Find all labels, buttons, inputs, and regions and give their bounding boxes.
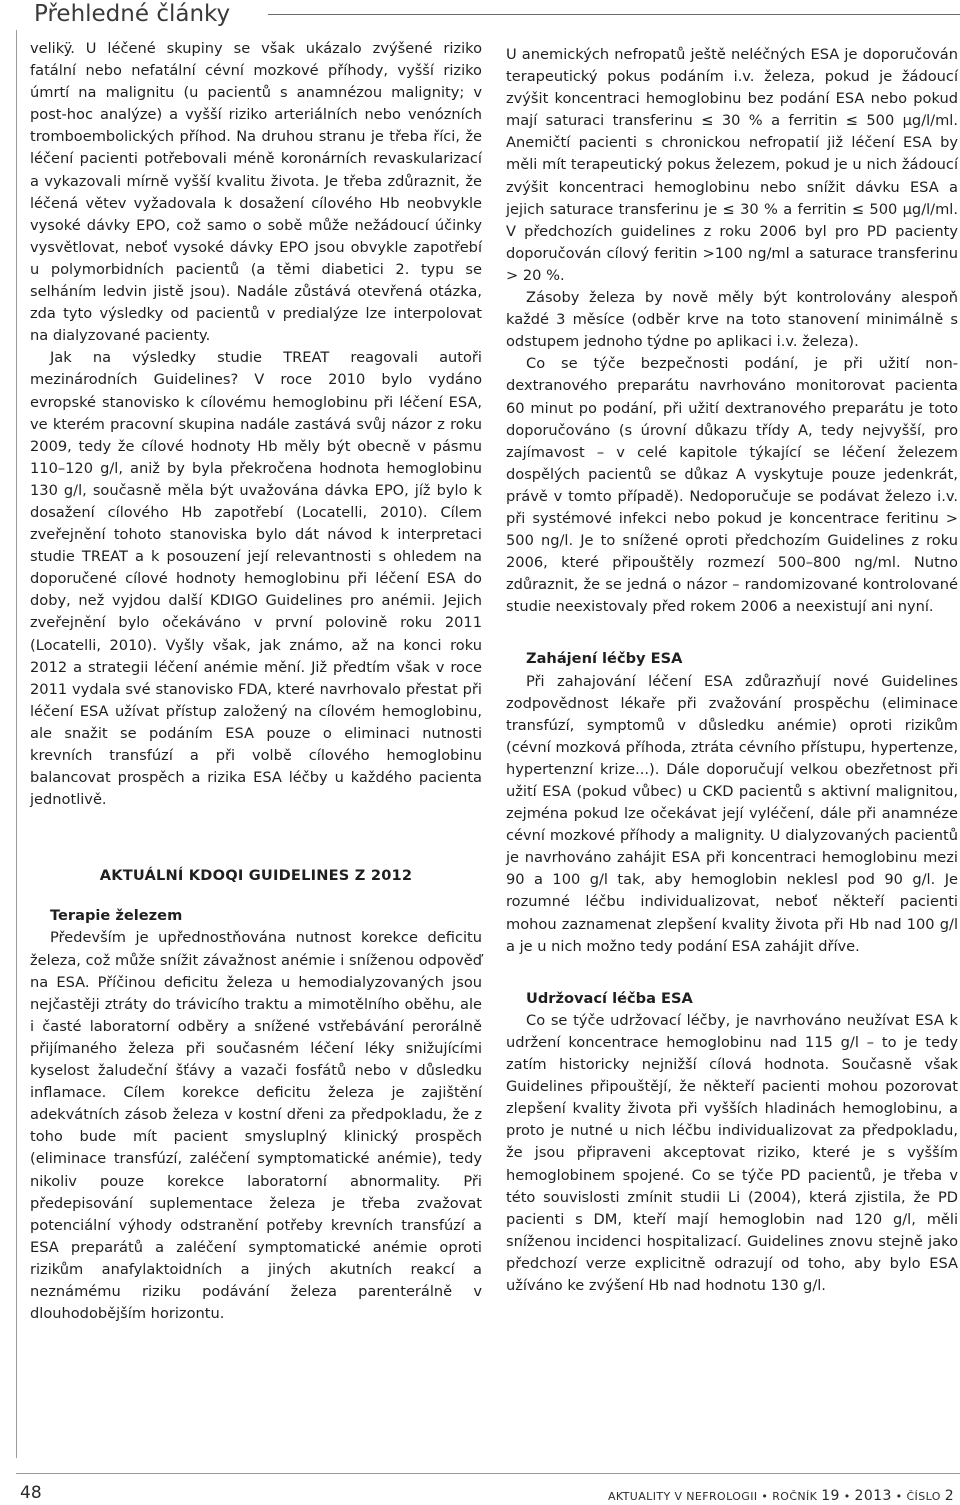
volume-number: 19 (821, 1488, 840, 1504)
year: 2013 (854, 1488, 892, 1504)
volume-label: ROČNÍK (772, 1490, 818, 1503)
right-paragraph-3: Co se týče bezpečnosti podání, je při užití non-dextranového preparátu navrhováno monitorovat pacienta 60 minut po podání, při užití dextranového preparátu je toto doporučováno (s úrovní důkazu třídy A, tedy nejvyšší, pro zajímavost – v celé kapitole týkající se léčení železem dospělých pacientů se důkaz A vyskytuje pouze jedenkrát, právě v tomto případě). Nedoporučuje se podávat železo i.v. při systémové infekci nebo pokud je koncentrace feritinu > 500 ng/l. Je to snížené oproti předchozím Guidelines z roku 2006, které připouštěly rozmezí 500–800 ng/ml. Nutno zdůraznit, že se jedná o názor – randomizované kontrolované studie neexistovaly před rokem 2006 a neexistují ani nyní. (506, 355, 958, 616)
heading-kdoqi-guidelines: AKTUÁLNÍ KDOQI GUIDELINES Z 2012 (99, 867, 413, 885)
section-title: Přehledné články (34, 1, 231, 27)
footer-rule (16, 1473, 960, 1474)
left-column (30, 38, 482, 1325)
journal-name: AKTUALITY V NEFROLOGII (607, 1490, 758, 1503)
left-margin-rule (16, 30, 17, 1458)
spacer (506, 958, 958, 988)
issue-number: 2 (944, 1488, 954, 1504)
footer-separator: • (843, 1490, 851, 1503)
header-rule (268, 14, 960, 15)
left-paragraph-3: Především je upřednostňována nutnost korekce deficitu železa, což může snížit závažnost anémie i sníženou odpověď na ESA. Příčinou deficitu železa u hemodialyzovaných jsou nejčastěji ztráty do trávicího traktu a mimotělního oběhu, ale i časté laboratorní odběry a snížené vstřebávání perorálně přijímaného železa při současném léčení léky snižujícími kyselost žaludeční šťávy a vazači fosfátů nebo v důsledku inflamace. Cílem korekce deficitu železa je zajištění adekvátních zásob železa v kostní dřeni za předpokladu, že z toho bude mít pacient smysluplný klinický prospěch (eliminace transfúzí, zaléčení symptomatické anémie), tedy nikoliv pouze korekce laboratorní abnormality. Při předepisování suplementace železa je třeba zvažovat potenciální výhody odstranění potřeby krevních transfúzí a ESA preparátů a zaléčení symptomatické anémie oproti rizikům anafylaktoidních a jiných akutních reakcí a neznámému riziku podávání železa parenterálně v dlouhodobějším horizontu. (30, 929, 482, 1323)
left-paragraph-1: velikÿ. U léčené skupiny se však ukázalo zvýšené riziko fatální nebo nefatální cévní mozkové příhody, vyšší riziko úmrtí na malignitu (u pacientů s anamnézou malignity; v post-hoc analýze) a vyšší riziko arteriálních nebo venózních tromboembolických příhod. Na druhou stranu je třeba říci, že léčení pacienti potřebovali méně koronárních revaskularizací a vykazovali mírně vyšší kvalitu života. Je třeba zdůraznit, že léčená větev vyžadovala k dosažení cílového Hb neobvykle vysoké dávky EPO, což samo o sobě může nežádoucí účinky vysvětlovat, neboť vysoké dávky EPO jsou obvykle zapotřebí u polymorbidních pacientů (a těmi diabetici 2. typu se selháním ledvin jistě jsou). Nadále zůstává otevřená otázka, zda tyto výsledky od pacientů v predialýze lze interpolovat na dialyzované pacienty. (30, 40, 482, 345)
right-paragraph-5: Co se týče udržovací léčby, je navrhováno neužívat ESA k udržení koncentrace hemoglobinu nad 115 g/l – to je tedy zatím historicky nejnižší cílová hodnota. Současně však Guidelines připouštějí, že někteří pacienti mohou pozorovat zlepšení kvality života při vyšších hladinách hemoglobinu, a proto je nutné u nich léčbu individualizovat za předpokladu, že jsou připraveni akceptovat riziko, které je s vyšším hemoglobinem spojené. Co se týče PD pacientů, je třeba v této souvislosti zmínit studii Li (2004), která zjistila, že PD pacienti s DM, kteří mají hemoglobin nad 120 g/l, měli sníženou incidenci hospitalizací. Guidelines znovu stejně jako předchozí verze explicitně odrazují od toho, aby bylo ESA užíváno ke zvýšení Hb nad hodnotu 130 g/l. (506, 1011, 958, 1294)
right-paragraph-1: U anemických nefropatů ještě neléčných ESA je doporučován terapeutický pokus podáním i.v. železa, pokud je žádoucí zvýšit koncentraci hemoglobinu bez podání ESA nebo pokud mají saturaci transferinu ≤ 30 % a ferritin ≤ 500 μg/l/ml. Anemičtí pacienti s chronickou nefropatií již léčení ESA by měli mít terapeutický pokus železem, pokud je u nich žádoucí zvýšit koncentraci hemoglobinu nebo snížit dávku ESA a jejich saturace transferinu je ≤ 30 % a ferritin ≤ 500 μg/l/ml. V předchozích guidelines z roku 2006 byl pro PD pacienty doporučován cílový feritin >100 ng/ml a saturace transferinu > 20 %. (506, 46, 958, 284)
issue-label: ČÍSLO (906, 1490, 941, 1503)
right-column (506, 44, 958, 1297)
spacer (506, 618, 958, 648)
heading-iron-therapy: Terapie železem (50, 907, 183, 925)
footer-separator: • (895, 1490, 903, 1503)
page-number: 48 (20, 1483, 42, 1503)
heading-esa-maintenance: Udržovací léčba ESA (526, 989, 693, 1007)
footer-separator: • (761, 1490, 769, 1503)
right-paragraph-2: Zásoby železa by nově měly být kontrolovány alespoň každé 3 měsíce (odběr krve na toto stanovení minimálně s odstupem jednoho týdne po aplikaci i.v. železa). (506, 289, 958, 351)
spacer (30, 887, 482, 905)
spacer (30, 811, 482, 865)
journal-footer (608, 1488, 954, 1504)
heading-esa-start: Zahájení léčby ESA (526, 650, 683, 668)
right-paragraph-4: Při zahajování léčení ESA zdůrazňují nové Guidelines zodpovědnost lékaře při zvažování prospěchu (eliminace transfúzí, symptomů v důsledku anémie) oproti rizikům (cévní mozková příhoda, ztráta cévního přístupu, hypertenze, hypertenzní krize...). Dále doporučují velkou obezřetnost při užití ESA (pokud vůbec) u CKD pacientů s aktivní malignitou, zejména pokud lze očekávat její vyléčení, dále při anamnéze cévní mozkové příhody a malignity. U dialyzovaných pacientů je navrhováno zahájit ESA při koncentraci hemoglobinu mezi 90 a 100 g/l tak, aby hemoglobin neklesl pod 90 g/l. Je rozumné léčbu individualizovat, neboť někteří pacienti mohou zaznamenat zlepšení kvality života při Hb nad 100 g/l a je u nich možno tedy podání ESA zahájit dříve. (506, 672, 958, 955)
left-paragraph-2: Jak na výsledky studie TREAT reagovali autoři mezinárodních Guidelines? V roce 2010 bylo vydáno evropské stanovisko k cílovému hemoglobinu při léčení ESA, ve kterém pracovní skupina nadále zastává svůj názor z roku 2009, tedy že cílové hodnoty Hb měly být obecně v pásmu 110–120 g/l, aniž by byla překročena hodnota hemoglobinu 130 g/l, současně měla být uvažována dávka EPO, jíž bylo k dosažení cílového Hb zapotřebí (Locatelli, 2010). Cílem zveřejnění tohoto stanoviska bylo dát návod k interpretaci studie TREAT a k posouzení její relevantnosti s ohledem na doporučené cílové hodnoty hemoglobinu při léčení ESA do doby, než vyjdou další KDIGO Guidelines pro anémii. Jejich zveřejnění bylo očekáváno v první polovině roku 2011 (Locatelli, 2010). Vyšly však, jak známo, až na konci roku 2012 a strategii léčení anémie mění. Již předtím však v roce 2011 vydala své stanovisko FDA, které navrhovalo přestat při léčení ESA užívat přístup založený na cílovém hemoglobinu, ale snažit se podáním ESA pouze o eliminaci nutnosti krevních transfúzí a při volbě cílového hemoglobinu balancovat prospěch a rizika ESA léčby u každého pacienta jednotlivě. (30, 349, 482, 809)
